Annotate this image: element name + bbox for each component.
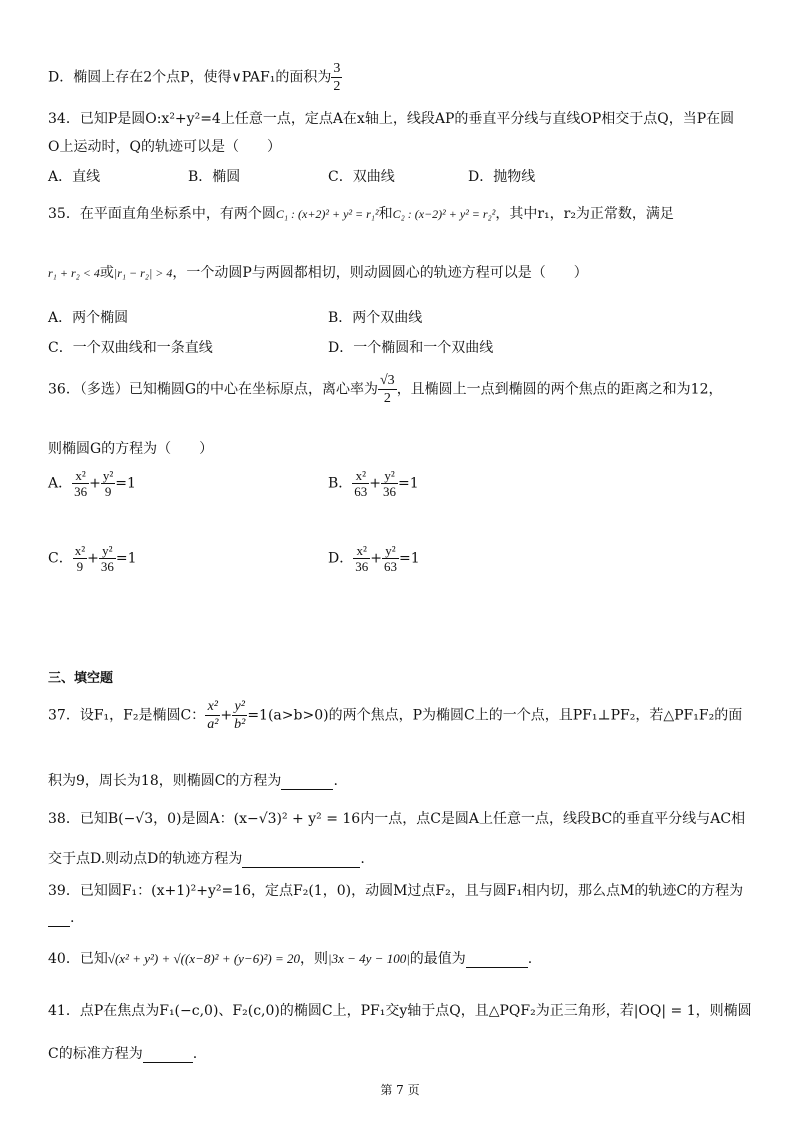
q34-stem-line1: 34．已知P是圆O:x²+y²=4上任意一点，定点A在x轴上，线段AP的垂直平分线与直线OP相交于点Q，当P在圆 (48, 111, 735, 127)
q38-stem-line1: 38．已知B(−√3，0)是圆A：(x−√3)² + y² = 16内一点，点C是圆A上任意一点，线段BC的垂直平分线与AC相 (48, 811, 746, 827)
q36-stem-line1: 36．（多选）已知椭圆G的中心在坐标原点，离心率为 $\frac{√3}{2}$ ，且椭圆上一点到椭圆的两个焦点的距离之和为12， (48, 373, 723, 406)
q35-option-b[interactable]: B．两个双曲线 (328, 310, 423, 326)
q36-option-b[interactable]: B． $\frac{\text{x²}}{63}$ + $\frac{\text{y²}}{36}$ =1 (328, 468, 419, 499)
fraction: $\frac{3}{2}$ (333, 61, 341, 94)
q35-option-c[interactable]: C．一个双曲线和一条直线 (48, 340, 213, 356)
q41-stem-line1: 41．点P在焦点为F₁(−c,0)、F₂(c,0)的椭圆C上，PF₁交y轴于点Q，且△PQF₂为正三角形，若|OQ| = 1，则椭圆 (48, 1003, 752, 1019)
q35-option-d[interactable]: D．一个椭圆和一个双曲线 (328, 340, 494, 356)
page-footer: 第 7 页 (380, 1083, 420, 1097)
q36-stem-line2: 则椭圆G的方程为（ ） (48, 441, 214, 457)
q38-stem-line2: 交于点D.则动点D的轨迹方程为 . (48, 851, 365, 867)
q39-stem-line1: 39．已知圆F₁：(x+1)²+y²=16，定点F₂(1，0)，动圆M过点F₂，且与圆F₁相内切，那么点M的轨迹C的方程为 (48, 883, 744, 899)
q37-stem-line1: 37．设F₁，F₂是椭圆C： $\frac{\text{x²}}{\text{a²}}$ + $\frac{\text{y²}}{\text{b²}}$ =1(a>b>0)的两个焦点，P为椭圆C上的一个点，且PF₁⊥PF₂，若△PF₁F₂的面 (48, 699, 743, 732)
q34-stem-line2: O上运动时，Q的轨迹可以是（ ） (48, 139, 281, 155)
q33-option-d: D．椭圆上存在2个点P，使得∨PAF₁的面积为 $\frac{3}{2}$ (48, 61, 341, 94)
q39-stem-line2: . (48, 910, 74, 927)
q41-stem-line2: C的标准方程为 . (48, 1046, 198, 1062)
q34-option-b[interactable]: B．椭圆 (188, 169, 241, 185)
q35-stem-line1: 35．在平面直角坐标系中，有两个圆C₁ : (x+2)² + y² = r₁²和C₂ : (x−2)² + y² = r₂²，其中r₁，r₂为正常数，满足 (48, 206, 674, 222)
q36-option-d[interactable]: D． $\frac{\text{x²}}{36}$ + $\frac{\text{y²}}{63}$ =1 (328, 543, 420, 574)
eccentricity-fraction: $\frac{√3}{2}$ (380, 373, 395, 406)
q37-stem-line2: 积为9，周长为18，则椭圆C的方程为 . (48, 773, 338, 789)
q36-option-c[interactable]: C． $\frac{\text{x²}}{9}$ + $\frac{\text{y²}}{36}$ =1 (48, 543, 137, 574)
q34-option-a[interactable]: A．直线 (48, 169, 101, 185)
q40-stem: 40．已知√(x² + y²) + √((x−8)² + (y−6)²) = 20，则|3x − 4y − 100|的最值为 . (48, 951, 533, 967)
q34-option-c[interactable]: C．双曲线 (328, 169, 395, 185)
q36-option-a[interactable]: A． $\frac{\text{x²}}{36}$ + $\frac{\text{y²}}{9}$ =1 (48, 468, 136, 499)
q34-option-d[interactable]: D．抛物线 (468, 169, 536, 185)
q35-option-a[interactable]: A．两个椭圆 (48, 310, 129, 326)
q35-stem-line2: r₁ + r₂ < 4或|r₁ − r₂| > 4，一个动圆P与两圆都相切，则动圆圆心的轨迹方程可以是（ ） (48, 265, 588, 281)
section-title: 三、填空题 (48, 671, 114, 686)
